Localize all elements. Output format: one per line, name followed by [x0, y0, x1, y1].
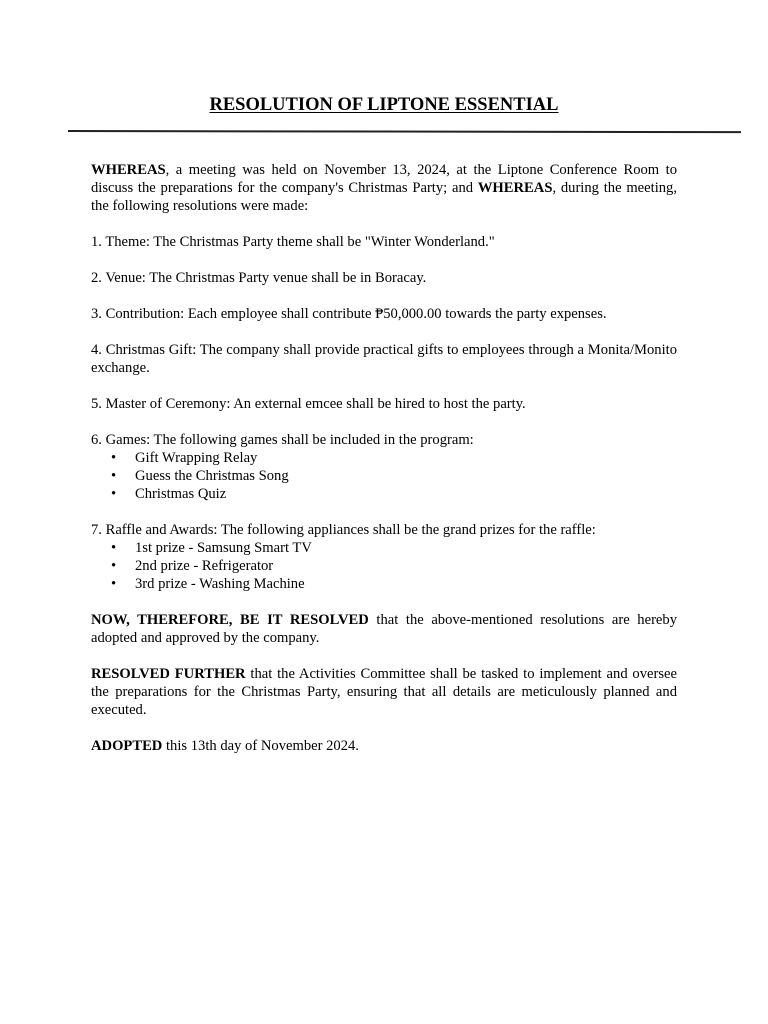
raffle-list: [91, 539, 677, 593]
title-divider: [68, 130, 741, 133]
list-item-text: Christmas Quiz: [135, 486, 227, 502]
resolution-item-raffle: 7. Raffle and Awards: The following appliances shall be the grand prizes for the raffle:: [91, 522, 596, 538]
resolution-item-emcee: 5. Master of Ceremony: An external emcee shall be hired to host the party.: [91, 396, 526, 412]
resolved-paragraph: [91, 611, 677, 647]
bullet-icon: •: [111, 576, 117, 592]
list-item-text: Gift Wrapping Relay: [135, 450, 258, 466]
resolution-item-contribution: 3. Contribution: Each employee shall contribute ₱50,000.00 towards the party expenses.: [91, 306, 607, 322]
bullet-icon: •: [111, 486, 117, 502]
list-item: [91, 557, 677, 575]
whereas-lead-1: WHEREAS: [91, 162, 166, 178]
adopted-paragraph: [91, 737, 677, 755]
resolution-item-games: 6. Games: The following games shall be included in the program:: [91, 432, 474, 448]
bullet-icon: •: [111, 450, 117, 466]
list-item: [91, 575, 677, 593]
intro-text-2: , during the meeting, the following resolutions were made:: [91, 180, 677, 214]
games-list: [91, 449, 677, 503]
list-item-text: Guess the Christmas Song: [135, 468, 289, 484]
bullet-icon: •: [111, 558, 117, 574]
document-title: RESOLUTION OF LIPTONE ESSENTIAL: [209, 95, 559, 115]
list-item-text: 3rd prize - Washing Machine: [135, 576, 305, 592]
adopted-text: this 13th day of November 2024.: [162, 738, 359, 754]
intro-paragraph: [91, 161, 677, 215]
bullet-icon: •: [111, 468, 117, 484]
list-item: [91, 449, 677, 467]
resolution-item-gift: 4. Christmas Gift: The company shall provide practical gifts to employees through a Monita/Monito exchange.: [91, 342, 677, 376]
further-lead: RESOLVED FURTHER: [91, 666, 246, 682]
whereas-lead-2: WHEREAS: [477, 180, 553, 196]
intro-text-1: , a meeting was held on November 13, 2024, at the Liptone Conference Room to discuss the preparations for the company's Christmas Party; and: [91, 162, 677, 196]
adopted-lead: ADOPTED: [91, 738, 163, 754]
resolution-item-venue: 2. Venue: The Christmas Party venue shall be in Boracay.: [91, 270, 427, 286]
bullet-icon: •: [111, 540, 117, 556]
document-body: [91, 161, 677, 773]
list-item: [91, 467, 677, 485]
further-text: that the Activities Committee shall be tasked to implement and oversee the preparations for the Christmas Party, ensuring that all details are meticulously planned and executed.: [91, 666, 677, 718]
resolved-lead: NOW, THEREFORE, BE IT RESOLVED: [91, 612, 369, 628]
resolution-item-theme: 1. Theme: The Christmas Party theme shall be "Winter Wonderland.": [91, 234, 495, 250]
resolved-text: that the above-mentioned resolutions are hereby adopted and approved by the company.: [91, 612, 678, 646]
resolved-further-paragraph: [91, 665, 677, 719]
list-item-text: 1st prize - Samsung Smart TV: [135, 540, 312, 556]
list-item: [91, 539, 677, 557]
list-item-text: 2nd prize - Refrigerator: [135, 558, 274, 574]
list-item: [91, 485, 677, 503]
